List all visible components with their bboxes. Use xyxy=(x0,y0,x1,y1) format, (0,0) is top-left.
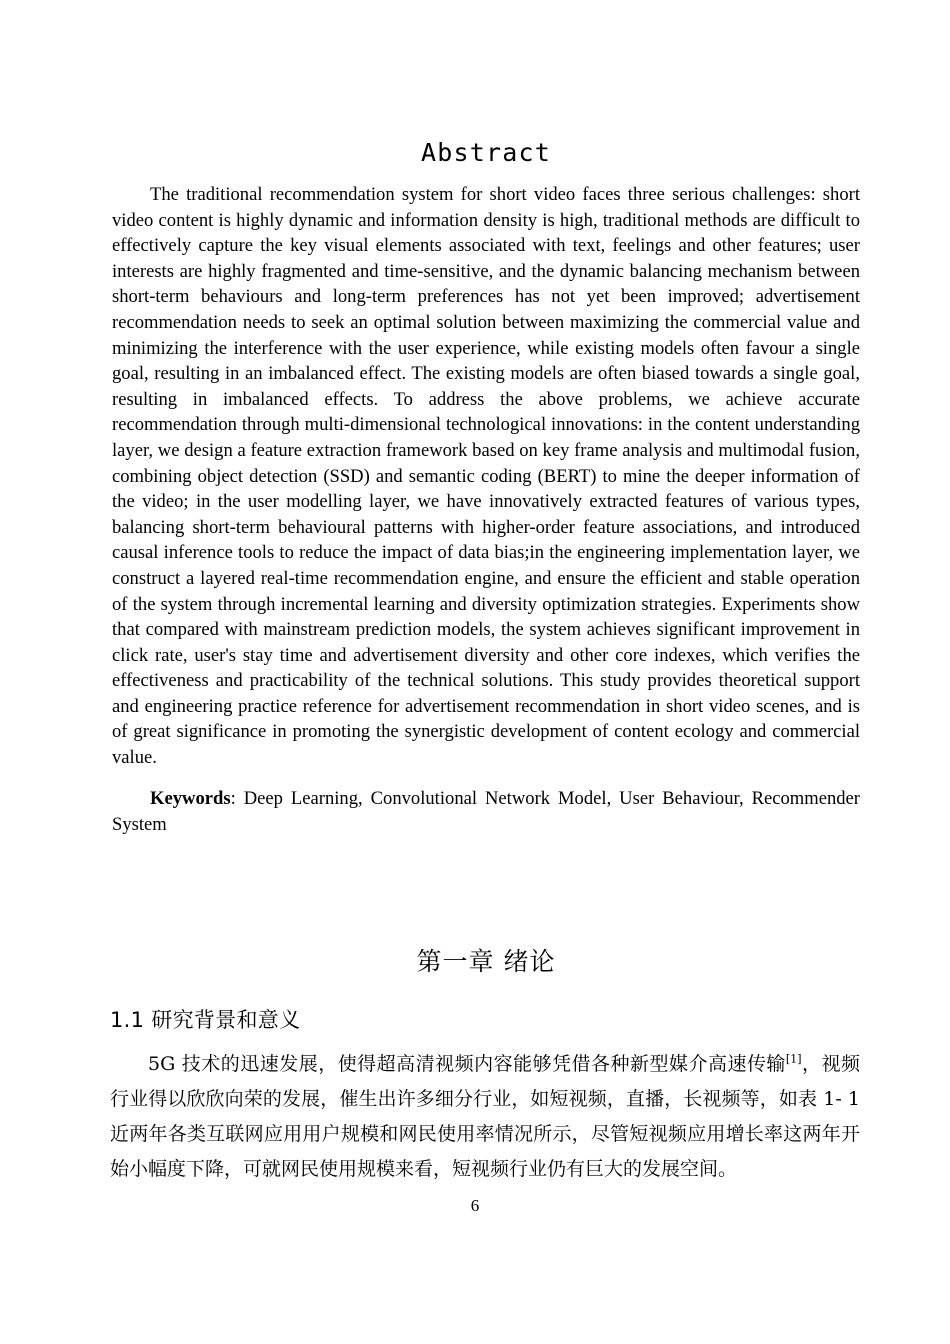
keywords-value: Deep Learning, Convolutional Network Model, User Behaviour, Recommender System xyxy=(112,788,860,835)
section-heading-1-1: 1.1 研究背景和意义 xyxy=(110,1008,301,1032)
chinese-body-paragraph xyxy=(110,1047,860,1187)
abstract-heading: Abstract xyxy=(420,138,551,167)
page-number: 6 xyxy=(470,1196,480,1215)
keywords-label: Keywords xyxy=(150,788,231,809)
cn-paragraph-segment-2: ，视频行业得以欣欣向荣的发展，催生出许多细分行业，如短视频，直播，长视频等，如表 1- 1 近两年各类互联网应用用户规模和网民使用率情况所示，尽管短视频应用增长率这两年开始小幅度下降，可就网民使用规模来看，短视频行业仍有巨大的发展空间。 xyxy=(110,1053,860,1180)
keywords-line xyxy=(112,786,860,837)
chapter-heading: 第一章 绪论 xyxy=(416,947,556,976)
cn-paragraph-segment-1: 5G 技术的迅速发展，使得超高清视频内容能够凭借各种新型媒介高速传输 xyxy=(148,1053,786,1075)
citation-reference-1: [1] xyxy=(785,1052,802,1066)
abstract-body-text: The traditional recommendation system for short video faces three serious challenges: short video content is highly dynamic and information density is high, traditional methods are difficult to effectively capture the key visual elements associated with text, feelings and other features; user interests are highly fragmented and time-sensitive, and the dynamic balancing mechanism between short-term behaviours and long-term preferences has not yet been improved; advertisement recommendation needs to seek an optimal solution between maximizing the commercial value and minimizing the interference with the user experience, while existing models often favour a single goal, resulting in an imbalanced effect. The existing models are often biased towards a single goal, resulting in imbalanced effects. To address the above problems, we achieve accurate recommendation through multi-dimensional technological innovations: in the content understanding layer, we design a feature extraction framework based on key frame analysis and multimodal fusion, combining object detection (SSD) and semantic coding (BERT) to mine the deeper information of the video; in the user modelling layer, we have innovatively extracted features of various types, balancing short-term behavioural patterns with higher-order feature associations, and introduced causal inference tools to reduce the impact of data bias;in the engineering implementation layer, we construct a layered real-time recommendation engine, and ensure the efficient and stable operation of the system through incremental learning and diversity optimization strategies. Experiments show that compared with mainstream prediction models, the system achieves significant improvement in click rate, user's stay time and advertisement diversity and other core indexes, which verifies the effectiveness and practicability of the technical solutions. This study provides theoretical support and engineering practice reference for advertisement recommendation in short video scenes, and is of great significance in promoting the synergistic development of content ecology and commercial value. xyxy=(112,184,860,769)
keywords-separator: : xyxy=(230,788,244,809)
